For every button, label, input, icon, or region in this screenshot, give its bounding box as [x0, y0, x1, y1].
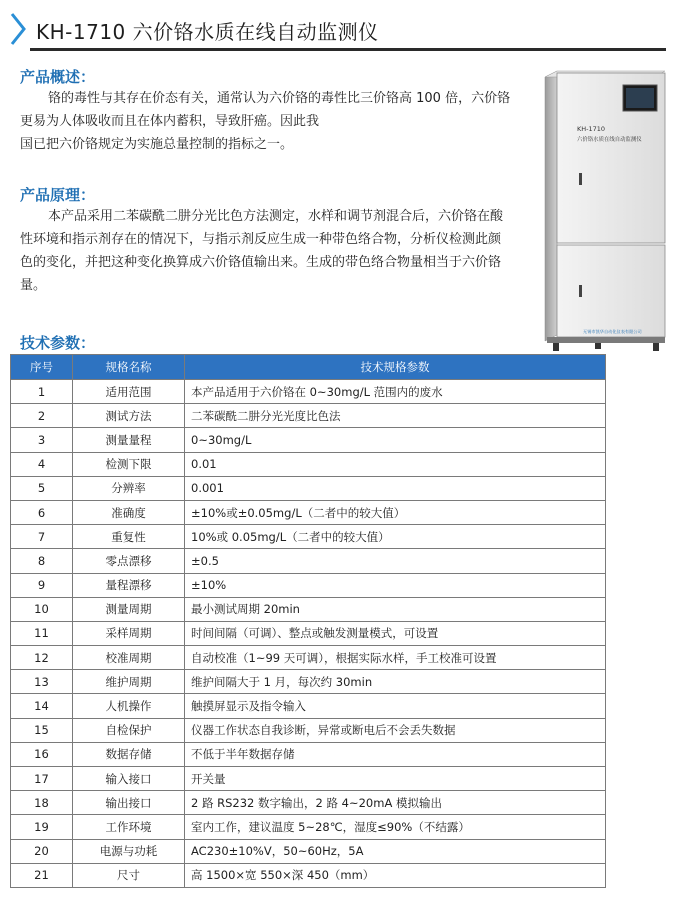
spec-name: 准确度	[73, 500, 185, 524]
spec-name: 人机操作	[73, 694, 185, 718]
specs-table	[10, 354, 606, 888]
col-header-no: 序号	[11, 355, 73, 380]
spec-value: 时间间隔（可调）、整点或触发测量模式，可设置	[185, 621, 606, 645]
spec-value: 0.01	[185, 452, 606, 476]
spec-name: 自检保护	[73, 718, 185, 742]
page-header	[8, 8, 668, 50]
spec-name: 尺寸	[73, 863, 185, 887]
spec-number: 11	[11, 621, 73, 645]
spec-number: 1	[11, 380, 73, 404]
table-row	[11, 597, 606, 621]
spec-name: 维护周期	[73, 670, 185, 694]
spec-number: 10	[11, 597, 73, 621]
table-row	[11, 404, 606, 428]
spec-number: 12	[11, 646, 73, 670]
spec-name: 工作环境	[73, 815, 185, 839]
table-row	[11, 500, 606, 524]
spec-name: 分辨率	[73, 476, 185, 500]
overview-line-3: 国已把六价铬规定为实施总量控制的指标之一。	[20, 137, 294, 152]
table-row	[11, 863, 606, 887]
spec-value: 高 1500×宽 550×深 450（mm）	[185, 863, 606, 887]
spec-number: 15	[11, 718, 73, 742]
spec-value: ±10%	[185, 573, 606, 597]
spec-name: 检测下限	[73, 452, 185, 476]
spec-number: 9	[11, 573, 73, 597]
table-row	[11, 767, 606, 791]
spec-number: 7	[11, 525, 73, 549]
spec-name: 采样周期	[73, 621, 185, 645]
spec-value: ±10%或±0.05mg/L（二者中的较大值）	[185, 500, 606, 524]
spec-number: 5	[11, 476, 73, 500]
spec-number: 17	[11, 767, 73, 791]
product-photo	[543, 69, 667, 353]
spec-number: 6	[11, 500, 73, 524]
cabinet-maker-label: 无锡市凯华自动化仪表有限公司	[583, 329, 642, 334]
specs-table-body	[11, 380, 606, 888]
spec-number: 14	[11, 694, 73, 718]
spec-name: 适用范围	[73, 380, 185, 404]
table-row	[11, 573, 606, 597]
spec-name: 校准周期	[73, 646, 185, 670]
spec-number: 8	[11, 549, 73, 573]
table-row	[11, 670, 606, 694]
spec-number: 20	[11, 839, 73, 863]
spec-value: 自动校准（1~99 天可调），根据实际水样，手工校准可设置	[185, 646, 606, 670]
table-row	[11, 525, 606, 549]
principle-heading: 产品原理：	[20, 186, 96, 204]
spec-number: 18	[11, 791, 73, 815]
chevron-right-icon	[8, 12, 28, 46]
spec-name: 输出接口	[73, 791, 185, 815]
spec-name: 输入接口	[73, 767, 185, 791]
spec-number: 13	[11, 670, 73, 694]
principle-line-3: 色的变化，并把这种变化换算成六价铬值输出来。生成的带色络合物量相当于六价铬	[20, 255, 502, 270]
specs-heading: 技术参数：	[20, 334, 96, 352]
spec-value: AC230±10%V，50~60Hz，5A	[185, 839, 606, 863]
table-row	[11, 380, 606, 404]
spec-number: 2	[11, 404, 73, 428]
spec-value: 不低于半年数据存储	[185, 742, 606, 766]
spec-name: 测量周期	[73, 597, 185, 621]
spec-number: 21	[11, 863, 73, 887]
table-row	[11, 452, 606, 476]
spec-value: ±0.5	[185, 549, 606, 573]
spec-name: 重复性	[73, 525, 185, 549]
table-row	[11, 791, 606, 815]
table-row	[11, 549, 606, 573]
overview-line-2: 更易为人体吸收而且在体内蓄积，导致肝癌。因此我	[20, 114, 320, 129]
cabinet-model-label: KH-1710	[577, 125, 606, 133]
spec-name: 数据存储	[73, 742, 185, 766]
col-header-value: 技术规格参数	[185, 355, 606, 380]
analyzer-cabinet-illustration	[543, 69, 667, 353]
header-divider	[30, 48, 666, 51]
table-row	[11, 428, 606, 452]
spec-name: 量程漂移	[73, 573, 185, 597]
table-row	[11, 621, 606, 645]
table-row	[11, 742, 606, 766]
col-header-name: 规格名称	[73, 355, 185, 380]
spec-number: 3	[11, 428, 73, 452]
specs-header-row	[11, 355, 606, 380]
table-row	[11, 718, 606, 742]
page-title: KH-1710 六价铬水质在线自动监测仪	[36, 20, 379, 44]
spec-number: 19	[11, 815, 73, 839]
spec-value: 仪器工作状态自我诊断，异常或断电后不会丢失数据	[185, 718, 606, 742]
spec-value: 开关量	[185, 767, 606, 791]
spec-value: 维护间隔大于 1 月，每次约 30min	[185, 670, 606, 694]
spec-name: 电源与功耗	[73, 839, 185, 863]
principle-line-4: 量。	[20, 278, 47, 293]
overview-heading: 产品概述：	[20, 68, 96, 86]
spec-name: 测量量程	[73, 428, 185, 452]
overview-line-1: 铬的毒性与其存在价态有关，通常认为六价铬的毒性比三价铬高 100 倍，六价铬	[48, 91, 511, 106]
table-row	[11, 839, 606, 863]
spec-name: 测试方法	[73, 404, 185, 428]
spec-value: 本产品适用于六价铬在 0~30mg/L 范围内的废水	[185, 380, 606, 404]
cabinet-name-label: 六价铬水质在线自动监测仪	[577, 137, 642, 143]
spec-value: 最小测试周期 20min	[185, 597, 606, 621]
spec-number: 16	[11, 742, 73, 766]
table-row	[11, 694, 606, 718]
spec-name: 零点漂移	[73, 549, 185, 573]
spec-value: 二苯碳酰二肼分光光度比色法	[185, 404, 606, 428]
spec-value: 2 路 RS232 数字输出，2 路 4~20mA 模拟输出	[185, 791, 606, 815]
spec-value: 触摸屏显示及指令输入	[185, 694, 606, 718]
spec-value: 室内工作，建议温度 5~28℃，湿度≤90%（不结露）	[185, 815, 606, 839]
principle-line-1: 本产品采用二苯碳酰二肼分光比色方法测定，水样和调节剂混合后，六价铬在酸	[48, 209, 504, 224]
spec-value: 10%或 0.05mg/L（二者中的较大值）	[185, 525, 606, 549]
spec-value: 0~30mg/L	[185, 428, 606, 452]
spec-value: 0.001	[185, 476, 606, 500]
table-row	[11, 646, 606, 670]
table-row	[11, 476, 606, 500]
principle-line-2: 性环境和指示剂存在的情况下，与指示剂反应生成一种带色络合物，分析仪检测此颜	[20, 232, 502, 247]
spec-number: 4	[11, 452, 73, 476]
table-row	[11, 815, 606, 839]
